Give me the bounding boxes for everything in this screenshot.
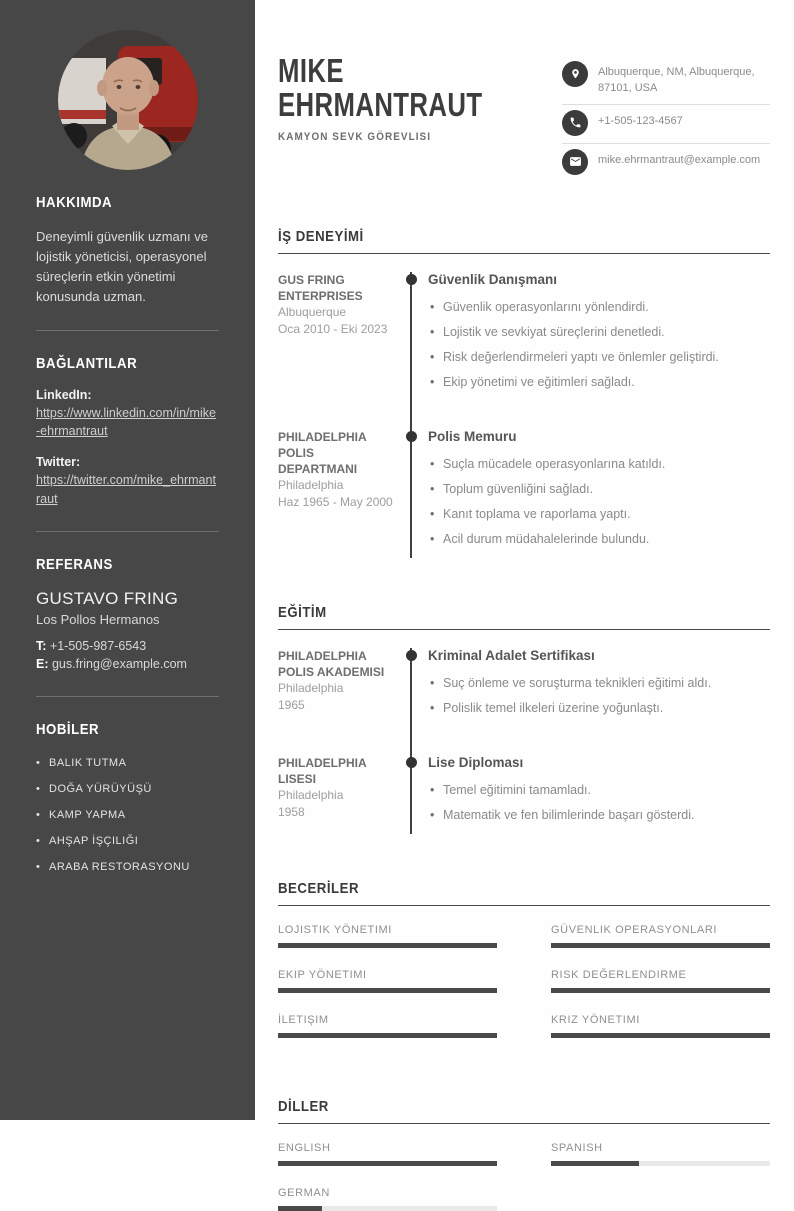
skill-label: RISK DEĞERLENDIRME xyxy=(551,968,687,981)
skill-bar-fill xyxy=(278,1033,497,1038)
entry-bullet: • Polislik temel ilkeleri üzerine yoğunlaştı. xyxy=(428,696,770,721)
language-bar-fill xyxy=(551,1161,639,1166)
header xyxy=(278,54,770,182)
about-heading: HAKKIMDA xyxy=(36,194,113,211)
hobby-item: • DOĞA YÜRÜYÜŞÜ xyxy=(36,776,219,802)
language-label: ENGLISH xyxy=(278,1141,331,1154)
profile-photo-illustration xyxy=(58,30,198,170)
entry-role: Güvenlik Danışmanı xyxy=(428,271,558,287)
sidebar-divider xyxy=(36,330,219,331)
language-bar xyxy=(551,1161,770,1166)
education-section xyxy=(278,604,770,834)
experience-entry xyxy=(278,272,770,429)
skill-label: İLETIŞIM xyxy=(278,1013,329,1026)
reference-phone-label: T: xyxy=(36,638,47,653)
entry-right xyxy=(410,648,770,755)
about-text: Deneyimli güvenlik uzmanı ve lojistik yöneticisi, operasyonel süreçlerin etkin yönetimi konusunda uzman. xyxy=(36,229,208,305)
entry-bullets xyxy=(428,778,770,828)
skill-item xyxy=(278,1014,497,1038)
sidebar-divider xyxy=(36,696,219,697)
linkedin-link[interactable]: https://www.linkedin.com/in/mike-ehrmantraut xyxy=(36,405,216,439)
skill-bar-fill xyxy=(278,943,497,948)
main-content xyxy=(255,0,794,1199)
skill-item xyxy=(551,969,770,993)
hobbies-heading: HOBİLER xyxy=(36,721,100,739)
reference-email-value: gus.fring@example.com xyxy=(51,657,187,672)
entry-left xyxy=(278,429,410,558)
entry-location: Philadelphia xyxy=(278,478,344,493)
entry-location: Philadelphia xyxy=(278,681,344,696)
contact-row-email xyxy=(562,144,770,182)
entry-bullet: • Risk değerlendirmeleri yaptı ve önlemler geliştirdi. xyxy=(428,345,770,370)
skill-bar xyxy=(551,988,770,993)
skill-bar-fill xyxy=(278,988,497,993)
skill-item xyxy=(278,924,497,948)
entry-bullet: • Temel eğitimini tamamladı. xyxy=(428,778,770,803)
entry-left xyxy=(278,755,410,834)
entry-bullet: • Suçla mücadele operasyonlarına katıldı. xyxy=(428,452,770,477)
contact-location-text: Albuquerque, NM, Albuquerque, 87101, USA xyxy=(598,66,755,94)
language-bar xyxy=(278,1161,497,1166)
sidebar xyxy=(0,0,255,1120)
entry-dates: 1958 xyxy=(278,805,305,820)
twitter-link-group xyxy=(36,455,219,509)
reference-company: Los Pollos Hermanos xyxy=(36,611,160,627)
entry-org: PHILADELPHIA LISESI xyxy=(278,755,367,787)
name-block xyxy=(278,54,540,143)
linkedin-link-group xyxy=(36,388,219,442)
profile-photo xyxy=(58,30,198,170)
entry-location: Philadelphia xyxy=(278,788,344,803)
entry-dates: Haz 1965 - May 2000 xyxy=(278,495,393,510)
languages-heading: DİLLER xyxy=(278,1097,329,1115)
skill-bar xyxy=(278,1033,497,1038)
language-bar-fill xyxy=(278,1161,497,1166)
entry-dates: 1965 xyxy=(278,698,305,713)
reference-phone-value: +1-505-987-6543 xyxy=(49,638,147,653)
skill-bar xyxy=(551,1033,770,1038)
links-heading: BAĞLANTILAR xyxy=(36,354,138,372)
section-rule xyxy=(278,629,770,630)
skill-item xyxy=(551,924,770,948)
last-name: EHRMANTRAUT xyxy=(278,85,483,123)
entry-role: Polis Memuru xyxy=(428,428,517,444)
entry-location: Albuquerque xyxy=(278,305,347,320)
language-item xyxy=(551,1142,770,1166)
entry-bullets xyxy=(428,295,770,395)
entry-left xyxy=(278,648,410,755)
sidebar-divider xyxy=(36,531,219,532)
skill-bar xyxy=(278,943,497,948)
linkedin-label: LinkedIn: xyxy=(36,387,92,402)
entry-bullets xyxy=(428,671,770,721)
entry-bullet: • Lojistik ve sevkiyat süreçlerini denetledi. xyxy=(428,320,770,345)
skill-item xyxy=(278,969,497,993)
reference-email xyxy=(36,655,219,674)
reference-name: GUSTAVO FRING xyxy=(36,588,179,608)
section-rule xyxy=(278,1123,770,1124)
hobby-item: • KAMP YAPMA xyxy=(36,802,219,828)
reference-phone xyxy=(36,637,219,656)
contact-phone-text: +1-505-123-4567 xyxy=(598,114,683,127)
entry-role: Kriminal Adalet Sertifikası xyxy=(428,647,595,663)
entry-dates: Oca 2010 - Eki 2023 xyxy=(278,322,388,337)
entry-bullet: • Kanıt toplama ve raporlama yaptı. xyxy=(428,502,770,527)
twitter-label: Twitter: xyxy=(36,455,81,470)
first-name: MIKE xyxy=(278,52,344,89)
education-entry xyxy=(278,755,770,834)
entry-right xyxy=(410,755,770,834)
reference-email-label: E: xyxy=(36,657,49,672)
entry-right xyxy=(410,272,770,429)
contact-block xyxy=(562,56,770,182)
links-section xyxy=(36,355,219,509)
hobbies-section xyxy=(36,721,219,880)
entry-role: Lise Diploması xyxy=(428,754,524,770)
entry-bullet: • Ekip yönetimi ve eğitimleri sağladı. xyxy=(428,370,770,395)
phone-icon xyxy=(562,110,588,136)
experience-section xyxy=(278,228,770,558)
languages-grid xyxy=(278,1142,770,1211)
contact-email-text: mike.ehrmantraut@example.com xyxy=(598,153,761,166)
reference-heading: REFERANS xyxy=(36,555,113,573)
section-rule xyxy=(278,253,770,254)
job-title: KAMYON SEVK GÖREVLISI xyxy=(278,130,432,143)
skill-bar-fill xyxy=(551,1033,770,1038)
skills-grid xyxy=(278,924,770,1038)
entry-org: PHILADELPHIA POLIS AKADEMISI xyxy=(278,648,385,680)
education-entries xyxy=(278,648,770,834)
education-heading: EĞİTİM xyxy=(278,603,327,621)
entry-left xyxy=(278,272,410,429)
location-pin-icon xyxy=(562,61,588,87)
education-entry xyxy=(278,648,770,755)
experience-heading: İŞ DENEYİMİ xyxy=(278,227,364,245)
email-icon xyxy=(562,149,588,175)
entry-right xyxy=(410,429,770,558)
entry-org: GUS FRING ENTERPRISES xyxy=(278,272,363,304)
skill-bar-fill xyxy=(551,988,770,993)
language-label: SPANISH xyxy=(551,1141,603,1154)
languages-section xyxy=(278,1098,770,1211)
experience-entry xyxy=(278,429,770,558)
hobby-item: • AHŞAP İŞÇILIĞI xyxy=(36,828,219,854)
skill-label: LOJISTIK YÖNETIMI xyxy=(278,923,392,936)
contact-row-location xyxy=(562,56,770,105)
experience-entries xyxy=(278,272,770,558)
hobby-item: • ARABA RESTORASYONU xyxy=(36,854,219,880)
contact-row-phone xyxy=(562,105,770,144)
language-item xyxy=(278,1187,497,1211)
twitter-link[interactable]: https://twitter.com/mike_ehrmantraut xyxy=(36,473,216,506)
about-section xyxy=(36,194,219,308)
entry-bullet: • Güvenlik operasyonlarını yönlendirdi. xyxy=(428,295,770,320)
skill-label: GÜVENLIK OPERASYONLARI xyxy=(551,923,718,936)
entry-bullet: • Matematik ve fen bilimlerinde başarı gösterdi. xyxy=(428,803,770,828)
skills-section xyxy=(278,880,770,1038)
skill-bar xyxy=(551,943,770,948)
skill-bar xyxy=(278,988,497,993)
entry-bullet: • Suç önleme ve soruşturma teknikleri eğitimi aldı. xyxy=(428,671,770,696)
entry-org: PHILADELPHIA POLIS DEPARTMANI xyxy=(278,429,367,477)
skill-label: KRIZ YÖNETIMI xyxy=(551,1013,640,1026)
language-item xyxy=(278,1142,497,1166)
language-bar xyxy=(278,1206,497,1211)
skill-label: EKIP YÖNETIMI xyxy=(278,968,367,981)
skill-item xyxy=(551,1014,770,1038)
hobby-item: • BALIK TUTMA xyxy=(36,750,219,776)
skills-heading: BECERİLER xyxy=(278,879,360,897)
hobby-list xyxy=(36,750,219,880)
reference-contact xyxy=(36,637,219,675)
section-rule xyxy=(278,905,770,906)
skill-bar-fill xyxy=(551,943,770,948)
entry-bullets xyxy=(428,452,770,552)
language-label: GERMAN xyxy=(278,1186,330,1199)
entry-bullet: • Acil durum müdahalelerinde bulundu. xyxy=(428,527,770,552)
entry-bullet: • Toplum güvenliğini sağladı. xyxy=(428,477,770,502)
language-bar-fill xyxy=(278,1206,322,1211)
reference-section xyxy=(36,556,219,675)
